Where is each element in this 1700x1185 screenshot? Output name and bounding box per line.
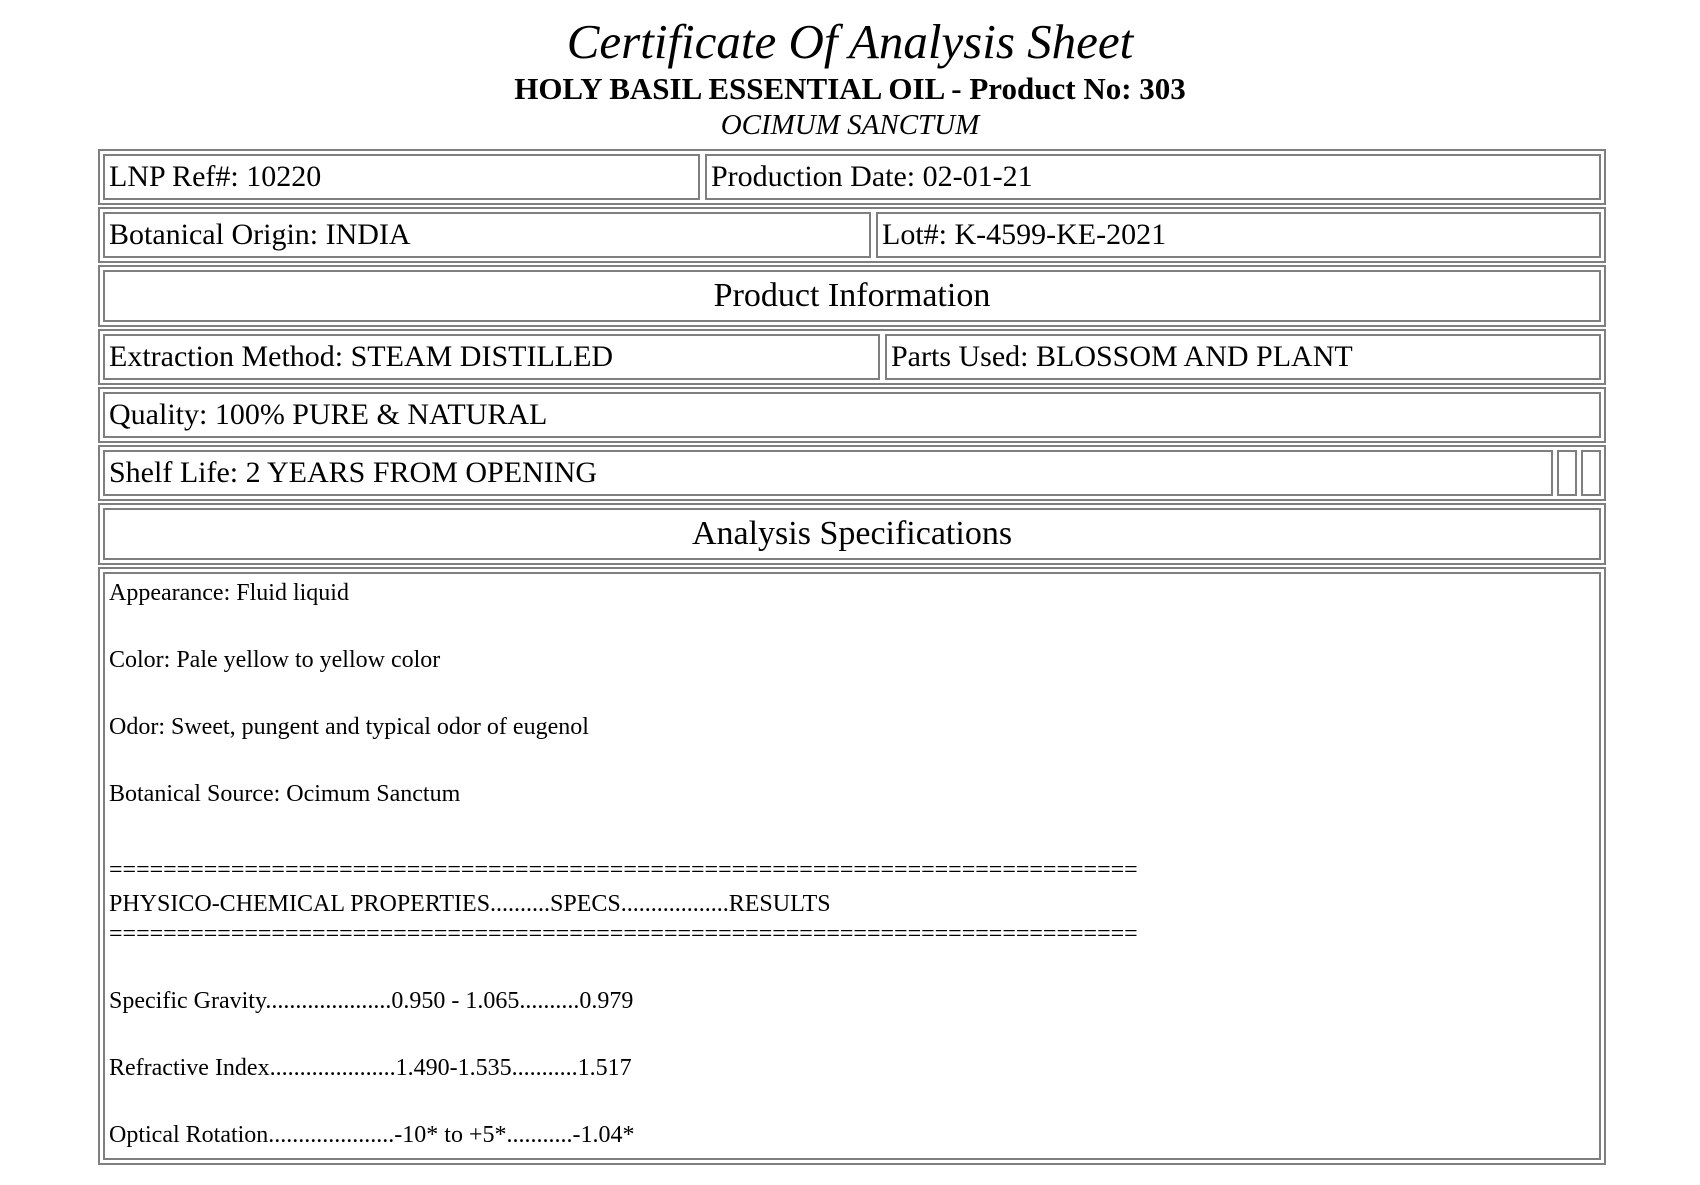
row-product-information (98, 265, 1606, 327)
row-origin-lot (98, 207, 1606, 263)
separator-line: ============================================================================ (109, 857, 1138, 883)
row-shelf-life (98, 445, 1606, 501)
spec-details-cell (103, 572, 1601, 1160)
lot-cell: Lot#: K-4599-KE-2021 (876, 212, 1601, 258)
certificate-table (98, 149, 1606, 1165)
row-extraction-parts (98, 329, 1606, 385)
botanical-origin-cell: Botanical Origin: INDIA (103, 212, 871, 258)
botanical-source-line: Botanical Source: Ocimum Sanctum (109, 781, 461, 807)
optical-rotation-line: Optical Rotation.....................-10* to +5*...........-1.04* (109, 1122, 635, 1148)
row-analysis-specifications (98, 503, 1606, 565)
analysis-specifications-heading: Analysis Specifications (103, 508, 1601, 560)
color-line: Color: Pale yellow to yellow color (109, 647, 441, 673)
empty-cell (1581, 450, 1601, 496)
empty-cell (1557, 450, 1577, 496)
production-date-cell: Production Date: 02-01-21 (705, 154, 1601, 200)
refractive-index-line: Refractive Index.....................1.490-1.535...........1.517 (109, 1055, 632, 1081)
row-spec-details (98, 567, 1606, 1165)
product-line: HOLY BASIL ESSENTIAL OIL - Product No: 303 (514, 71, 1186, 106)
document-title: Certificate Of Analysis Sheet (566, 14, 1134, 69)
properties-table-header: PHYSICO-CHEMICAL PROPERTIES..........SPECS..................RESULTS (109, 891, 831, 917)
document-header (0, 14, 1700, 142)
lnp-ref-cell: LNP Ref#: 10220 (103, 154, 700, 200)
row-quality (98, 387, 1606, 443)
specific-gravity-line: Specific Gravity.....................0.950 - 1.065..........0.979 (109, 988, 634, 1014)
extraction-method-cell: Extraction Method: STEAM DISTILLED (103, 334, 880, 380)
row-ref-date (98, 149, 1606, 205)
parts-used-cell: Parts Used: BLOSSOM AND PLANT (885, 334, 1601, 380)
separator-line: ============================================================================ (109, 921, 1138, 947)
odor-line: Odor: Sweet, pungent and typical odor of eugenol (109, 714, 589, 740)
latin-name: OCIMUM SANCTUM (720, 109, 980, 141)
product-information-heading: Product Information (103, 270, 1601, 322)
quality-cell: Quality: 100% PURE & NATURAL (103, 392, 1601, 438)
shelf-life-cell: Shelf Life: 2 YEARS FROM OPENING (103, 450, 1553, 496)
appearance-line: Appearance: Fluid liquid (109, 580, 349, 606)
